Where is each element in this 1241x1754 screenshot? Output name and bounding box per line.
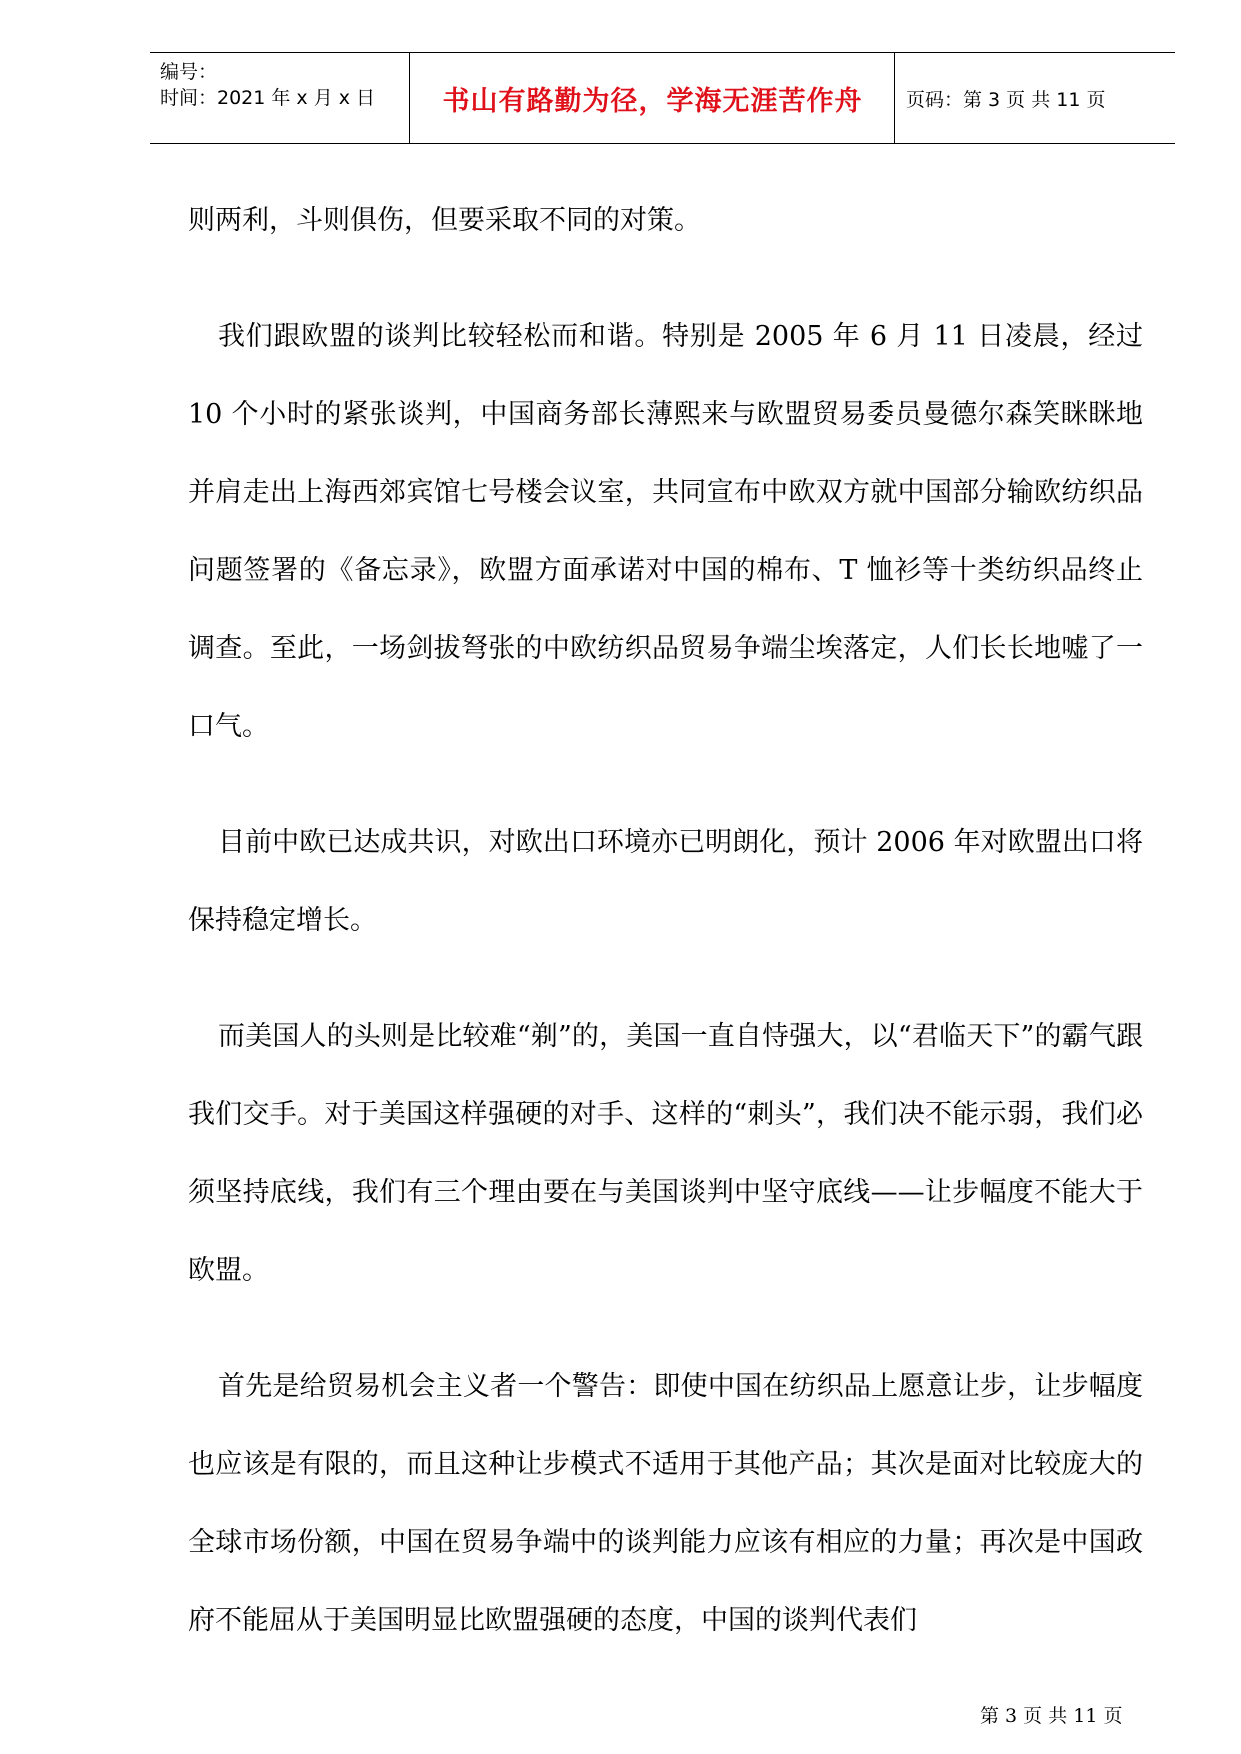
document-body — [188, 182, 1143, 1660]
header-meta — [160, 59, 410, 111]
page-header — [150, 52, 1175, 144]
document-number-label: 编号： — [160, 61, 218, 83]
header-motto: 书山有路勤为径，学海无涯苦作舟 — [442, 85, 863, 117]
header-page-indicator: 页码：第 3 页 共 11 页 — [906, 88, 1106, 111]
paragraph: 而美国人的头则是比较难“剃”的，美国一直自恃强大，以“君临天下”的霸气跟我们交手。对于美国这样强硬的对手、这样的“刺头”，我们决不能示弱，我们必须坚持底线，我们有三个理由要在与美国谈判中坚守底线——让步幅度不能大于欧盟。 — [188, 1021, 1143, 1286]
page-footer: 第 3 页 共 11 页 — [980, 1705, 1123, 1727]
paragraph: 我们跟欧盟的谈判比较轻松而和谐。特别是 2005 年 6 月 11 日凌晨，经过 10 个小时的紧张谈判，中国商务部长薄熙来与欧盟贸易委员曼德尔森笑眯眯地并肩走出上海西郊宾馆七号楼会议室，共同宣布中欧双方就中国部分输欧纺织品问题签署的《备忘录》，欧盟方面承诺对中国的棉布、T 恤衫等十类纺织品终止调查。至此，一场剑拔弩张的中欧纺织品贸易争端尘埃落定，人们长长地嘘了一口气。 — [188, 321, 1143, 742]
paragraph: 目前中欧已达成共识，对欧出口环境亦已明朗化，预计 2006 年对欧盟出口将保持稳定增长。 — [188, 827, 1143, 936]
header-divider — [409, 53, 410, 143]
paragraph: 则两利，斗则俱伤，但要采取不同的对策。 — [188, 205, 701, 236]
header-divider — [894, 53, 895, 143]
document-time-label: 时间：2021 年 x 月 x 日 — [160, 87, 376, 109]
paragraph: 首先是给贸易机会主义者一个警告：即使中国在纺织品上愿意让步，让步幅度也应该是有限的，而且这种让步模式不适用于其他产品；其次是面对比较庞大的全球市场份额，中国在贸易争端中的谈判能力应该有相应的力量；再次是中国政府不能屈从于美国明显比欧盟强硬的态度，中国的谈判代表们 — [188, 1371, 1143, 1636]
